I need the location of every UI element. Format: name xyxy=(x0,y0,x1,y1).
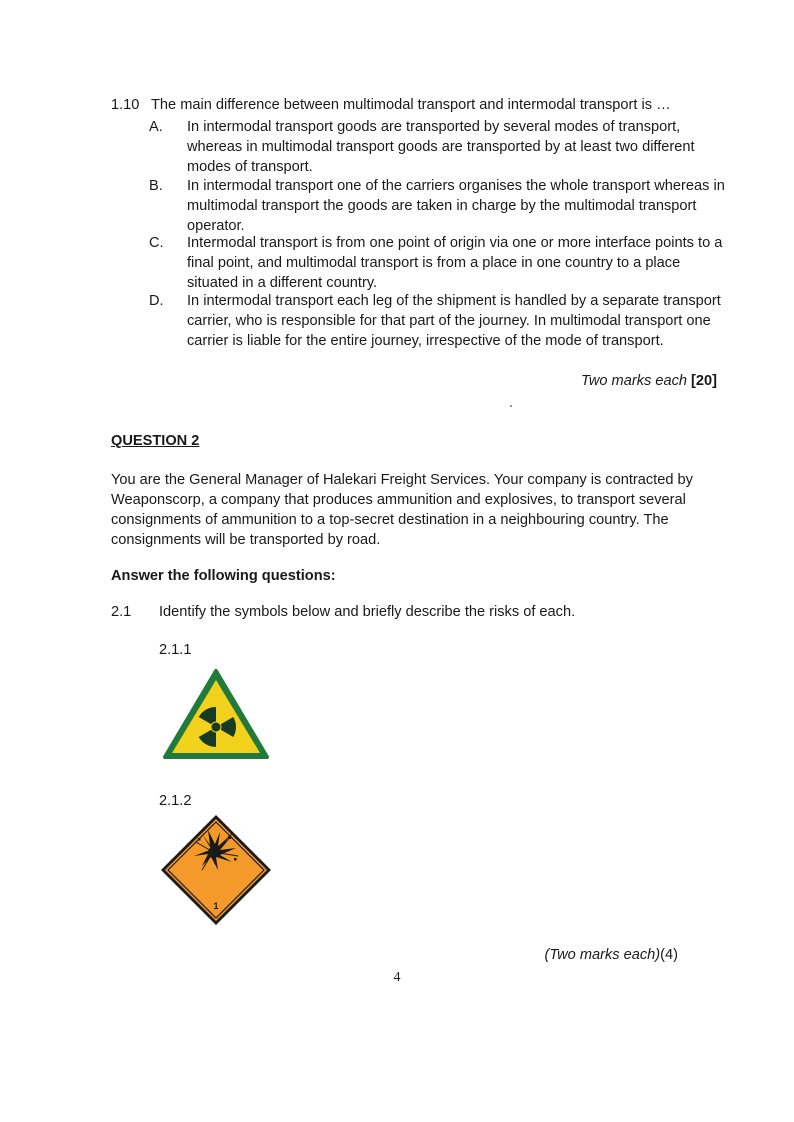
option-text-c: Intermodal transport is from one point of origin via one or more interface points to a final point, and multimodal transport is from a place in one country to a place situated in a different country. xyxy=(187,235,723,291)
option-letter-a: A. xyxy=(149,119,163,135)
explosive-class-1-placard-icon xyxy=(158,812,274,928)
item-label-2-1-1: 2.1.1 xyxy=(159,642,192,658)
option-text-a: In intermodal transport goods are transported by several modes of transport, whereas in multimodal transport goods are transported by at least two different modes of transport. xyxy=(187,119,695,175)
question-stem: The main difference between multimodal transport and intermodal transport is … xyxy=(151,97,671,113)
option-text-b: In intermodal transport one of the carriers organises the whole transport whereas in multimodal transport the goods are taken in charge by the multimodal transport operator. xyxy=(187,178,725,234)
item-label-2-1-2: 2.1.2 xyxy=(159,793,192,809)
marks-text: Two marks each xyxy=(581,373,687,389)
sub-question-number: 2.1 xyxy=(111,604,132,620)
option-letter-c: C. xyxy=(149,235,164,251)
option-letter-d: D. xyxy=(149,293,164,309)
page-number: 4 xyxy=(393,970,401,985)
marks-allocation xyxy=(581,371,717,391)
sub-question-marks xyxy=(544,945,678,965)
marks-total: [20] xyxy=(691,373,717,389)
sub-marks-total: (4) xyxy=(660,947,678,963)
option-text-d: In intermodal transport each leg of the shipment is handled by a separate transport carrier, who is responsible for that part of the journey. In multimodal transport one carrier is liable for the entire journey, irrespective of the mode of transport. xyxy=(187,293,721,349)
question-2-heading: QUESTION 2 xyxy=(111,433,200,449)
option-letter-b: B. xyxy=(149,178,163,194)
sub-marks-text: (Two marks each) xyxy=(544,947,661,963)
placard-class-number: 1 xyxy=(213,901,219,911)
question-number: 1.10 xyxy=(111,97,140,113)
scan-speck xyxy=(510,405,512,407)
question-2-scenario: You are the General Manager of Halekari Freight Services. Your company is contracted by Weaponscorp, a company that produces ammunition and explosives, to transport several consignments of ammunition to a top-secret destination in a neighbouring country. The consignments will be transported by road. xyxy=(111,472,693,548)
radiation-warning-sign-icon xyxy=(162,668,270,760)
answer-instruction: Answer the following questions: xyxy=(111,568,336,584)
sub-question-text: Identify the symbols below and briefly describe the risks of each. xyxy=(159,604,576,620)
